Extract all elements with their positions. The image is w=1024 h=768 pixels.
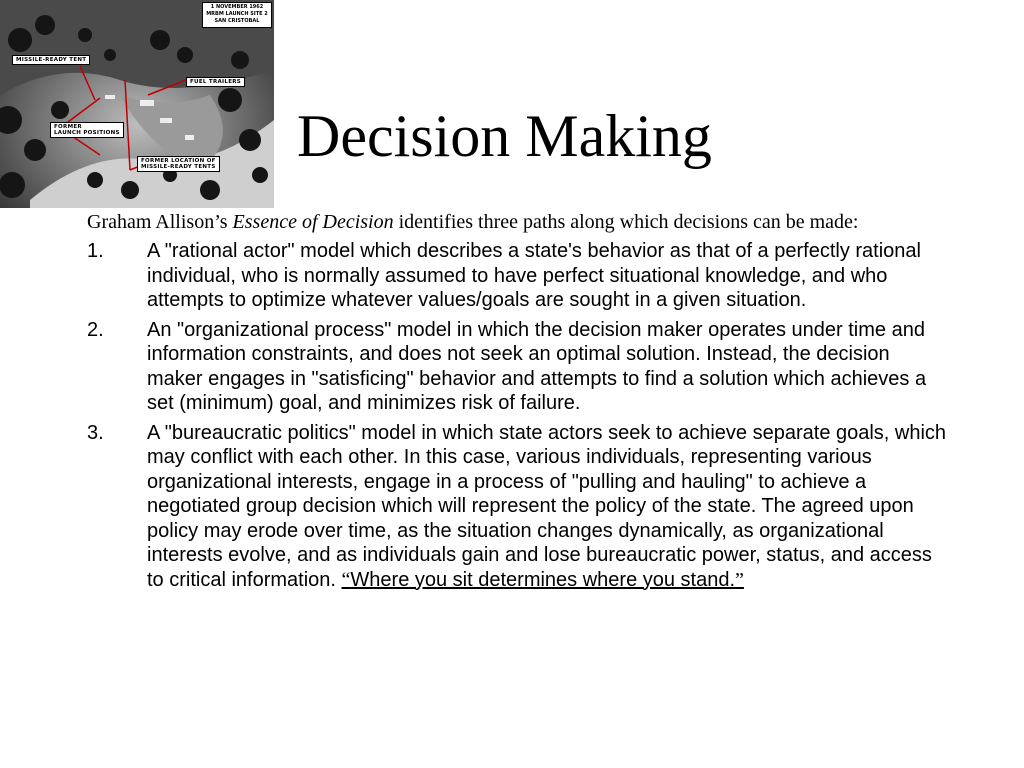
list-text: An "organizational process" model in which the decision maker operates under time and information constraints, and does not seek an optimal solution. Instead, the decision maker engages in "satisficing" behavior and attempts to find a solution which achieves a set (minimum) goal, and minimizes risk of failure. xyxy=(147,318,927,414)
photo-caption-box xyxy=(202,2,272,28)
list-number: 3. xyxy=(87,421,104,444)
label-fuel-trailers: FUEL TRAILERS xyxy=(186,77,245,87)
label-former-launch-positions xyxy=(50,122,124,138)
list-text: A "rational actor" model which describes a state's behavior as that of a perfectly rational individual, who is normally assumed to have perfect situational knowledge, and who attempts to optimize whatever values/goals are sought in a given situation. xyxy=(147,240,921,311)
slide-body xyxy=(87,210,947,597)
label-former-launch-line1: FORMER xyxy=(54,124,82,130)
reconnaissance-photo xyxy=(0,0,274,208)
list-item xyxy=(87,239,947,313)
label-former-location-line1: FORMER LOCATION OF xyxy=(141,158,216,164)
label-missile-ready-tent: MISSILE-READY TENT xyxy=(12,55,90,65)
quote-text: Where you sit determines where you stand. xyxy=(350,568,736,591)
list-number: 2. xyxy=(87,318,104,341)
photo-scene xyxy=(0,0,274,208)
intro-paragraph xyxy=(87,210,947,234)
intro-prefix: Graham Allison’s xyxy=(87,211,233,233)
list-text: A "bureaucratic politics" model in which state actors seek to achieve separate goals, which may conflict with each other. In this case, various individuals, representing various organizational interests, engage in a process of "pulling and hauling" to achieve a negotiated group decision which will represent the policy of the state. The agreed upon policy may erode over time, as the situation changes dynamically, as organizational interests evolve, and as individuals gain and lose bureaucratic power, status, and access to critical information. xyxy=(147,421,947,591)
models-list xyxy=(87,239,947,592)
book-title: Essence of Decision xyxy=(232,211,394,233)
intro-suffix: identifies three paths along which decisions can be made: xyxy=(393,211,859,233)
quote-open-mark: “ xyxy=(341,568,351,591)
label-former-launch-line2: LAUNCH POSITIONS xyxy=(54,130,120,136)
quote-close-mark: ” xyxy=(735,568,744,591)
caption-location: SAN CRISTOBAL xyxy=(214,18,260,24)
caption-date: 1 NOVEMBER 1962 xyxy=(210,4,264,10)
list-item xyxy=(87,421,947,593)
label-former-location-line2: MISSILE-READY TENTS xyxy=(141,164,216,170)
quote-link[interactable] xyxy=(342,569,744,591)
label-former-location xyxy=(137,156,220,172)
list-item xyxy=(87,318,947,416)
caption-site: MRBM LAUNCH SITE 2 xyxy=(206,11,268,17)
slide-title: Decision Making xyxy=(297,103,712,169)
list-number: 1. xyxy=(87,240,104,262)
